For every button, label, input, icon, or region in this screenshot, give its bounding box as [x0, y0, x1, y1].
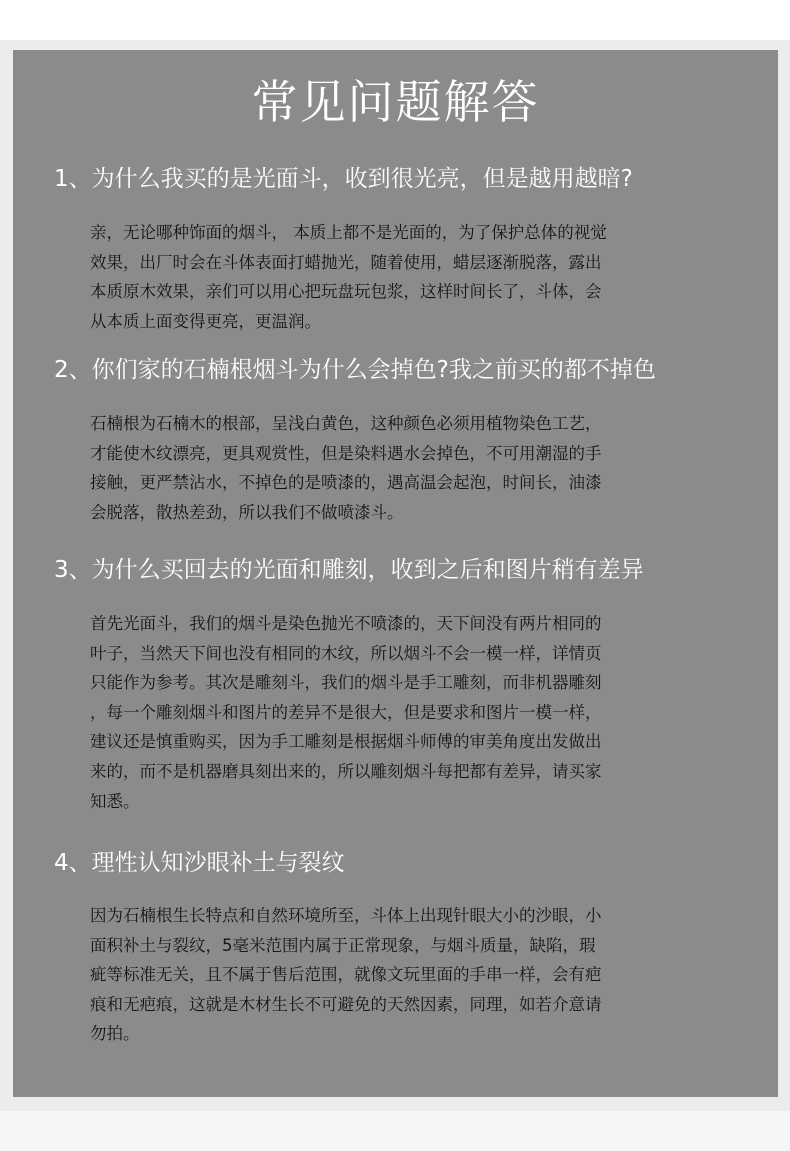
answer-line: 本质原木效果，亲们可以用心把玩盘玩包浆，这样时间长了，斗体，会	[90, 282, 602, 302]
answer-line: 会脱落，散热差劲，所以我们不做喷漆斗。	[90, 502, 404, 522]
answer-line: 首先光面斗，我们的烟斗是染色抛光不喷漆的，天下间没有两片相同的	[90, 614, 602, 633]
answer-line: 亲，无论哪种饰面的烟斗， 本质上都不是光面的，为了保护总体的视觉	[90, 223, 607, 242]
faq-question-1: 1、为什么我买的是光面斗，收到很光亮，但是越用越暗?	[54, 166, 633, 192]
faq-answer-3	[90, 609, 710, 816]
top-strip	[0, 0, 790, 40]
answer-line: 疵等标准无关，且不属于售后范围，就像文玩里面的手串一样，会有疤	[90, 965, 602, 985]
answer-line: 面积补土与裂纹，5毫米范围内属于正常现象，与烟斗质量，缺陷，瑕	[90, 935, 596, 955]
page-title: 常见问题解答	[251, 75, 540, 129]
answer-line: 来的，而不是机器磨具刻出来的，所以雕刻烟斗每把都有差异，请买家	[90, 761, 602, 781]
faq-answer-4	[90, 901, 710, 1049]
answer-line: 叶子，当然天下间也没有相同的木纹，所以烟斗不会一模一样，详情页	[90, 643, 602, 663]
answer-line: 痕和无疤痕，这就是木材生长不可避免的天然因素，同理，如若介意请	[90, 994, 602, 1014]
answer-line: 接触，更严禁沾水，不掉色的是喷漆的，遇高温会起泡，时间长，油漆	[90, 473, 602, 493]
answer-line: 石楠根为石楠木的根部，呈浅白黄色，这种颜色必须用植物染色工艺，	[90, 414, 602, 433]
faq-question-3: 3、为什么买回去的光面和雕刻，收到之后和图片稍有差异	[54, 557, 644, 583]
answer-line: 只能作为参考。其次是雕刻斗，我们的烟斗是手工雕刻，而非机器雕刻	[90, 673, 602, 693]
faq-answer-1	[90, 218, 710, 336]
answer-line: 效果，出厂时会在斗体表面打蜡抛光，随着使用，蜡层逐渐脱落，露出	[90, 252, 602, 272]
answer-line: 勿拍。	[90, 1024, 140, 1044]
answer-line: ，每一个雕刻烟斗和图片的差异不是很大，但是要求和图片一模一样，	[90, 702, 602, 722]
faq-question-4: 4、理性认知沙眼补土与裂纹	[54, 850, 345, 876]
answer-line: 从本质上面变得更亮，更温润。	[90, 311, 321, 331]
faq-question-2: 2、你们家的石楠根烟斗为什么会掉色?我之前买的都不掉色	[54, 357, 656, 383]
answer-line: 建议还是慎重购买，因为手工雕刻是根据烟斗师傅的审美角度出发做出	[90, 732, 602, 752]
bottom-strip	[0, 1111, 790, 1151]
answer-line: 才能使木纹漂亮，更具观赏性，但是染料遇水会掉色，不可用潮湿的手	[90, 443, 602, 463]
faq-answer-2	[90, 409, 710, 527]
answer-line: 因为石楠根生长特点和自然环境所至，斗体上出现针眼大小的沙眼，小	[90, 906, 602, 925]
answer-line: 知悉。	[90, 791, 140, 811]
faq-panel	[13, 50, 778, 1097]
